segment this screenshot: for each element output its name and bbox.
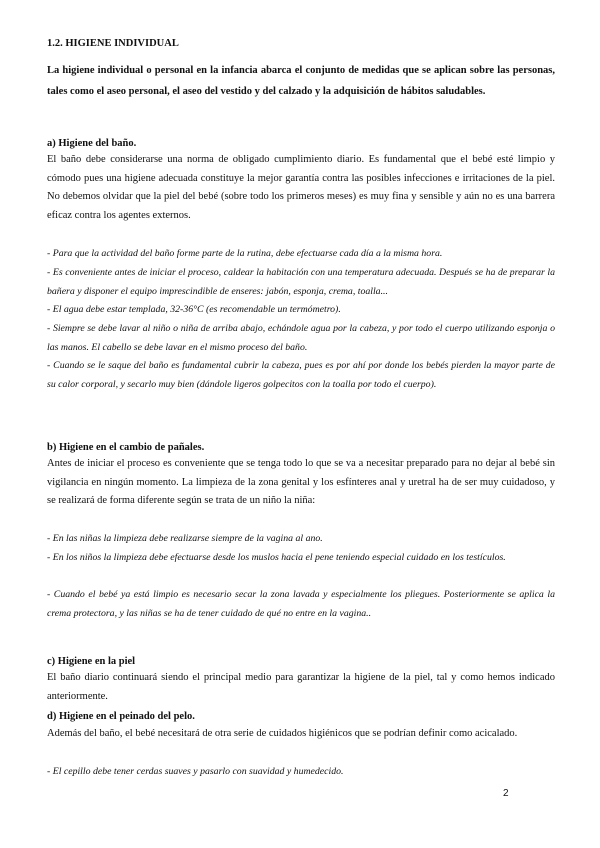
- diaper-item-2: - En los niños la limpieza debe efectuarse desde los muslos hacia el pene teniendo especial cuidado en los testículos.: [47, 552, 506, 563]
- bath-item-4: - Siempre se debe lavar al niño o niña de arriba abajo, echándole agua por la cabeza, y por todo el cuerpo utilizando esponja o las manos. El cabello se debe lavar en el mismo proceso del baño.: [47, 323, 555, 353]
- subsection-d-text: Además del baño, el bebé necesitará de otra serie de cuidados higiénicos que se podrían definir como acicalado.: [47, 728, 518, 739]
- bath-item-2: - Es conveniente antes de iniciar el proceso, caldear la habitación con una temperatura adecuada. Después se ha de preparar la bañera y disponer el equipo imprescindible de enseres: jabón, esponja, crema, toalla...: [47, 267, 555, 297]
- bath-item-3: - El agua debe estar templada, 32-36°C (es recomendable un termómetro).: [47, 304, 341, 315]
- subsection-a-text: El baño debe considerarse una norma de obligado cumplimiento diario. Es fundamental que el bebé esté limpio y cómodo pues una higiene adecuada constituye la mejor garantía contra las posibles infecciones e irritaciones de la piel. No debemos olvidar que la piel del bebé (sobre todo los primeros meses) es muy fina y sensible y aún no es una barrera eficaz contra los agentes externos.: [47, 154, 555, 221]
- subsection-b-text: Antes de iniciar el proceso es conveniente que se tenga todo lo que se va a necesitar preparado para no dejar al bebé sin vigilancia en ningún momento. La limpieza de la zona genital y los esfínteres anal y uretral ha de ser muy cuidadoso, y se realizará de forma diferente según se trata de un niño la niña:: [47, 458, 555, 506]
- diaper-item-3: - Cuando el bebé ya está limpio es necesario secar la zona lavada y especialmente los pliegues. Posteriormente se aplica la crema protectora, y las niñas se ha de tener cuidado de qué no entre en la vagina..: [47, 589, 555, 619]
- section-heading: 1.2. HIGIENE INDIVIDUAL: [47, 38, 179, 49]
- bath-item-1: - Para que la actividad del baño forme parte de la rutina, debe efectuarse cada día a la misma hora.: [47, 248, 443, 259]
- hair-item-1: - El cepillo debe tener cerdas suaves y pasarlo con suavidad y humedecido.: [47, 766, 344, 777]
- bath-item-5: - Cuando se le saque del baño es fundamental cubrir la cabeza, pues es por ahí por donde los bebés pierden la mayor parte de su calor corporal, y secarlo muy bien (dándole ligeros golpecitos con la toalla por todo el cuerpo).: [47, 360, 555, 390]
- subsection-c-title: c) Higiene en la piel: [47, 656, 136, 667]
- intro-paragraph: La higiene individual o personal en la infancia abarca el conjunto de medidas que se aplican sobre las personas, tales como el aseo personal, el aseo del vestido y del calzado y la adquisición de hábitos saludables.: [47, 65, 555, 97]
- subsection-a-title: a) Higiene del baño.: [47, 138, 137, 149]
- subsection-b-title: b) Higiene en el cambio de pañales.: [47, 442, 205, 453]
- subsection-c-text: El baño diario continuará siendo el principal medio para garantizar la higiene de la piel, tal y como hemos indicado anteriormente.: [47, 672, 555, 702]
- page-number: 2: [503, 788, 509, 799]
- diaper-item-1: - En las niñas la limpieza debe realizarse siempre de la vagina al ano.: [47, 533, 323, 544]
- subsection-d-title: d) Higiene en el peinado del pelo.: [47, 711, 195, 722]
